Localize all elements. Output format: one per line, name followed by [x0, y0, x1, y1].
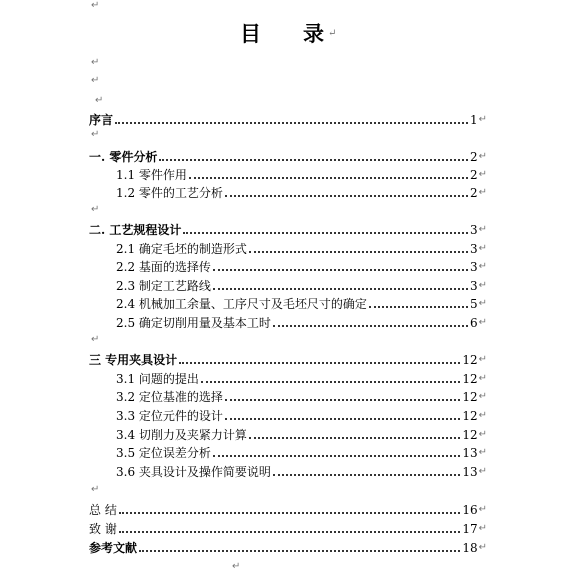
- toc-entry-page: 3: [469, 279, 478, 293]
- toc-entry[interactable]: [116, 164, 487, 182]
- paragraph-mark: ↵: [478, 373, 487, 384]
- toc-entry-label: 3.5 定位误差分析: [116, 446, 211, 460]
- toc-entry-page: 1: [469, 113, 478, 127]
- toc-entry-page: 17: [462, 522, 478, 536]
- toc-entry-page: 5: [469, 297, 478, 311]
- toc-entry[interactable]: [116, 424, 487, 442]
- paragraph-mark: ↵: [478, 261, 487, 272]
- paragraph-mark: ↵: [478, 224, 487, 235]
- paragraph-mark: ↵: [478, 542, 487, 553]
- dot-leader: [249, 251, 468, 253]
- dot-leader: [273, 474, 460, 476]
- paragraph-mark: ↵: [478, 317, 487, 328]
- toc-entry[interactable]: [89, 518, 487, 536]
- toc-entry-label: 一. 零件分析: [89, 150, 158, 164]
- toc-entry[interactable]: [116, 275, 487, 293]
- paragraph-mark: ↵: [91, 484, 100, 495]
- paragraph-mark: ↵: [478, 354, 487, 365]
- dot-leader: [139, 550, 460, 552]
- dot-leader: [213, 455, 460, 457]
- toc-entry-page: 6: [469, 316, 478, 330]
- toc-entry-page: 3: [469, 223, 478, 237]
- toc-entry-label: 三 专用夹具设计: [89, 353, 178, 367]
- title-char-1: 目: [240, 21, 263, 46]
- toc-entry-page: 2: [469, 150, 478, 164]
- toc-entry-label: 3.2 定位基准的选择: [116, 390, 223, 404]
- toc-entry-page: 16: [462, 503, 478, 517]
- toc-entry-label: 2.4 机械加工余量、工序尺寸及毛坯尺寸的确定: [116, 297, 367, 311]
- paragraph-mark: ↵: [328, 28, 339, 39]
- toc-entry[interactable]: [116, 312, 487, 330]
- paragraph-mark: ↵: [95, 95, 104, 106]
- paragraph-mark: ↵: [478, 187, 487, 198]
- toc-entry[interactable]: [89, 146, 487, 164]
- toc-entry[interactable]: [116, 405, 487, 423]
- toc-entry-page: 12: [462, 390, 478, 404]
- toc-entry-label: 3.4 切削力及夹紧力计算: [116, 428, 247, 442]
- toc-entry-page: 3: [469, 260, 478, 274]
- paragraph-mark: ↵: [478, 504, 487, 515]
- toc-entry-label: 2.5 确定切削用量及基本工时: [116, 316, 271, 330]
- toc-entry-page: 3: [469, 242, 478, 256]
- dot-leader: [225, 418, 460, 420]
- paragraph-mark: ↵: [478, 523, 487, 534]
- toc-entry-label: 3.3 定位元件的设计: [116, 409, 223, 423]
- toc-entry[interactable]: [89, 499, 487, 517]
- toc-entry[interactable]: [116, 461, 487, 479]
- toc-entry-label: 3.6 夹具设计及操作简要说明: [116, 465, 271, 479]
- toc-entry-page: 2: [469, 186, 478, 200]
- paragraph-mark: ↵: [478, 466, 487, 477]
- title-char-2: 录: [303, 21, 326, 46]
- paragraph-mark: ↵: [478, 391, 487, 402]
- toc-entry[interactable]: [89, 537, 487, 555]
- toc-entry-label: 2.2 基面的选择传: [116, 260, 211, 274]
- dot-leader: [179, 362, 460, 364]
- dot-leader: [249, 437, 460, 439]
- paragraph-mark: ↵: [91, 75, 100, 86]
- paragraph-mark: ↵: [91, 57, 100, 68]
- toc-entry[interactable]: [116, 293, 487, 311]
- paragraph-mark: ↵: [478, 151, 487, 162]
- paragraph-mark: ↵: [478, 243, 487, 254]
- toc-entry-page: 12: [462, 409, 478, 423]
- toc-entry[interactable]: [89, 109, 487, 127]
- toc-entry-page: 12: [462, 353, 478, 367]
- toc-entry-page: 12: [462, 428, 478, 442]
- toc-entry[interactable]: [116, 238, 487, 256]
- toc-entry-label: 1.1 零件作用: [116, 168, 187, 182]
- dot-leader: [369, 306, 468, 308]
- dot-leader: [189, 177, 468, 179]
- toc-entry-page: 12: [462, 372, 478, 386]
- dot-leader: [225, 195, 468, 197]
- toc-entry-label: 序言: [89, 113, 114, 127]
- toc-entry-label: 二. 工艺规程设计: [89, 223, 182, 237]
- dot-leader: [273, 325, 468, 327]
- toc-entry[interactable]: [116, 386, 487, 404]
- toc-entry-page: 13: [462, 465, 478, 479]
- toc-entry-label: 总 结: [89, 503, 117, 517]
- paragraph-mark: ↵: [232, 561, 241, 572]
- dot-leader: [159, 159, 468, 161]
- dot-leader: [201, 381, 460, 383]
- toc-entry-label: 参考文献: [89, 541, 138, 555]
- paragraph-mark: ↵: [478, 114, 487, 125]
- dot-leader: [119, 531, 461, 533]
- paragraph-mark: ↵: [478, 410, 487, 421]
- dot-leader: [213, 269, 468, 271]
- paragraph-mark: ↵: [91, 129, 100, 140]
- toc-entry-label: 3.1 问题的提出: [116, 372, 199, 386]
- toc-entry-label: 致 谢: [89, 522, 117, 536]
- paragraph-mark: ↵: [478, 298, 487, 309]
- toc-entry[interactable]: [89, 349, 487, 367]
- paragraph-mark: ↵: [478, 429, 487, 440]
- toc-entry[interactable]: [89, 219, 487, 237]
- dot-leader: [119, 512, 461, 514]
- toc-entry[interactable]: [116, 182, 487, 200]
- toc-entry-page: 18: [462, 541, 478, 555]
- toc-entry[interactable]: [116, 442, 487, 460]
- dot-leader: [213, 288, 468, 290]
- toc-entry[interactable]: [116, 256, 487, 274]
- toc-entry-page: 2: [469, 168, 478, 182]
- paragraph-mark: ↵: [478, 169, 487, 180]
- toc-entry-page: 13: [462, 446, 478, 460]
- paragraph-mark: ↵: [91, 0, 100, 11]
- dot-leader: [183, 232, 468, 234]
- paragraph-mark: ↵: [91, 204, 100, 215]
- paragraph-mark: ↵: [478, 447, 487, 458]
- paragraph-mark: ↵: [478, 280, 487, 291]
- toc-entry-label: 2.1 确定毛坯的制造形式: [116, 242, 247, 256]
- toc-entry-label: 1.2 零件的工艺分析: [116, 186, 223, 200]
- toc-entry-label: 2.3 制定工艺路线: [116, 279, 211, 293]
- toc-entry[interactable]: [116, 368, 487, 386]
- dot-leader: [225, 399, 460, 401]
- dot-leader: [115, 122, 468, 124]
- paragraph-mark: ↵: [91, 334, 100, 345]
